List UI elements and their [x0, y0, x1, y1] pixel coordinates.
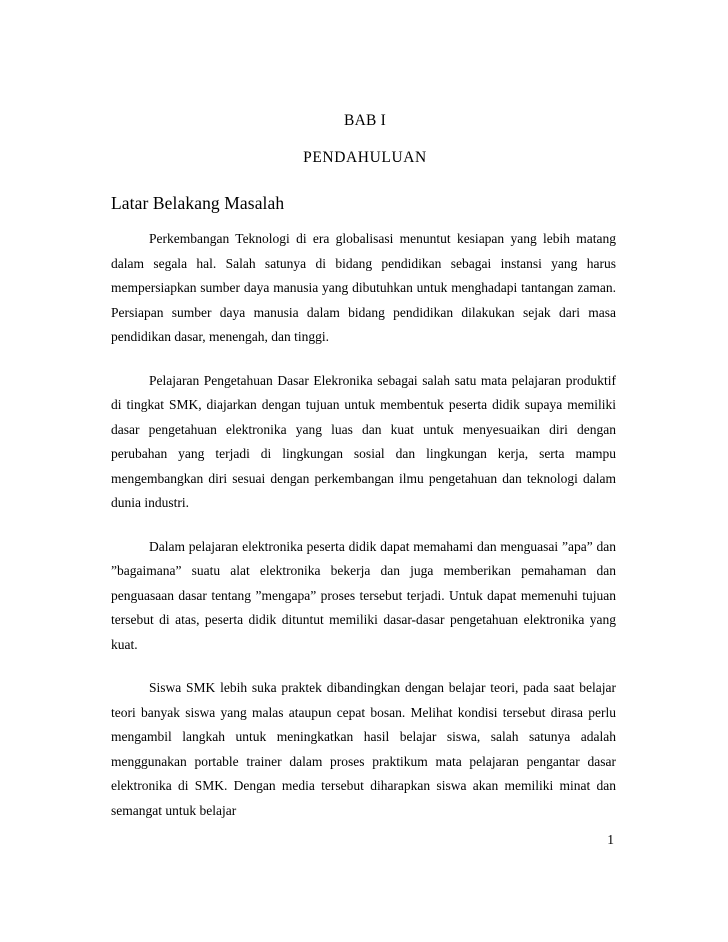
paragraph: Pelajaran Pengetahuan Dasar Elekronika sebagai salah satu mata pelajaran produktif di tingkat SMK, diajarkan dengan tujuan untuk membentuk peserta didik supaya memiliki dasar pengetahuan elektronika yang luas dan kuat untuk menyesuaikan diri dengan perubahan yang terjadi di lingkungan sosial dan lingkungan kerja, serta mampu mengembangkan diri sesuai dengan perkembangan ilmu pengetahuan dan teknologi dalam dunia industri.: [111, 372, 616, 510]
body-text: [111, 227, 616, 842]
paragraph: Siswa SMK lebih suka praktek dibandingkan dengan belajar teori, pada saat belajar teori banyak siswa yang malas ataupun cepat bosan. Melihat kondisi tersebut dirasa perlu mengambil langkah untuk meningkatkan hasil belajar siswa, salah satunya adalah menggunakan portable trainer dalam proses praktikum mata pelajaran pengantar dasar elektronika di SMK. Dengan media tersebut diharapkan siswa akan memiliki minat dan semangat untuk belajar: [111, 680, 616, 818]
paragraph: Dalam pelajaran elektronika peserta didik dapat memahami dan menguasai ”apa” dan ”bagaimana” suatu alat elektronika bekerja dan juga memberikan pemahaman dan penguasaan dasar tentang ”mengapa” proses tersebut terjadi. Untuk dapat memenuhi tujuan tersebut di atas, peserta didik dituntut memiliki dasar-dasar pengetahuan elektronika yang kuat.: [111, 538, 616, 652]
paragraph: Perkembangan Teknologi di era globalisasi menuntut kesiapan yang lebih matang dalam segala hal. Salah satunya di bidang pendidikan sebagai instansi yang harus mempersiapkan sumber daya manusia yang dibutuhkan untuk menghadapi tantangan zaman. Persiapan sumber daya manusia dalam bidang pendidikan dilakukan sejak dari masa pendidikan dasar, menengah, dan tinggi.: [111, 231, 616, 344]
page-number: 1: [607, 832, 614, 847]
section-heading: Latar Belakang Masalah: [111, 193, 285, 213]
chapter-number: BAB I: [344, 112, 386, 129]
chapter-title: PENDAHULUAN: [303, 149, 427, 166]
